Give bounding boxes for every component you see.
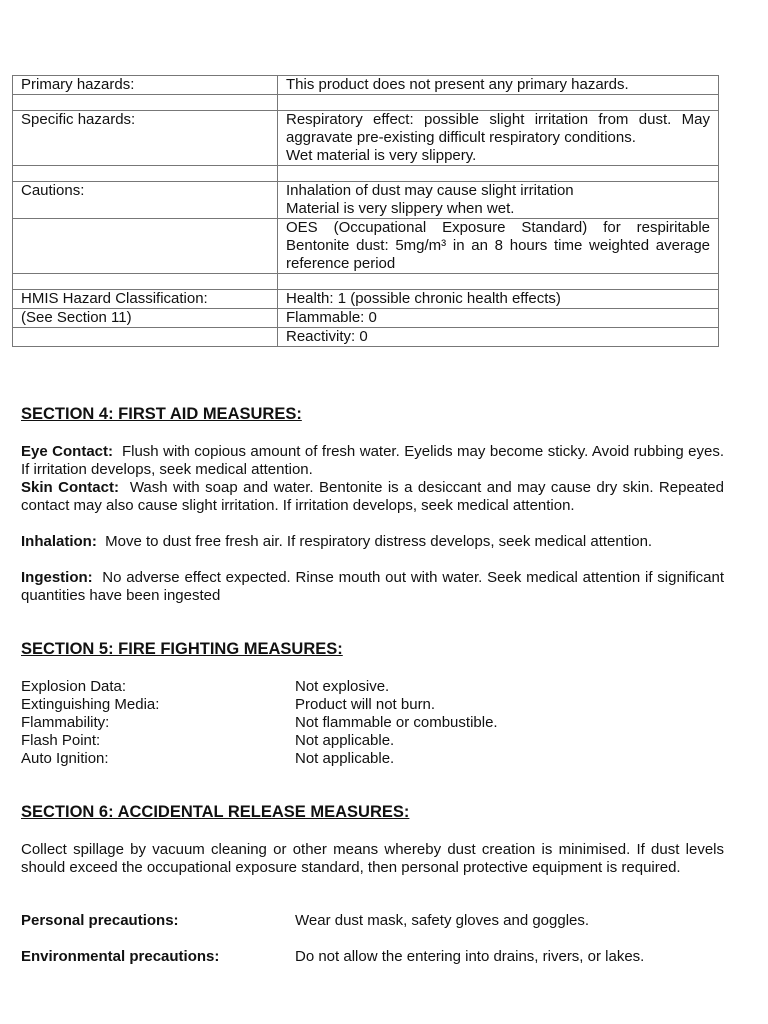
table-row (13, 166, 719, 182)
primary-hazards-value: This product does not present any primary hazards. (278, 76, 719, 95)
ingestion-paragraph (21, 569, 724, 605)
eye-contact-text: Flush with copious amount of fresh water. Eyelids may become sticky. Avoid rubbing eyes. If irritation develops, seek medical attention. (21, 443, 724, 478)
cautions-value (278, 182, 719, 219)
table-row (13, 274, 719, 290)
eye-contact-paragraph (21, 443, 724, 479)
table-row (13, 290, 719, 309)
cautions-text-2: Material is very slippery when wet. (286, 200, 515, 217)
inhalation-label: Inhalation: (21, 533, 97, 550)
fire-data-value: Not flammable or combustible. (295, 714, 498, 731)
table-row (13, 309, 719, 328)
section-4-title: SECTION 4: FIRST AID MEASURES: (21, 405, 302, 423)
hmis-flammable: Flammable: 0 (278, 309, 719, 328)
fire-data-label: Flash Point: (21, 732, 101, 749)
specific-hazards-text-2: Wet material is very slippery. (286, 147, 477, 164)
environmental-precautions-value: Do not allow the entering into drains, rivers, or lakes. (295, 948, 645, 965)
release-paragraph: Collect spillage by vacuum cleaning or other means whereby dust creation is minimised. If dust levels should exceed the occupational exposure standard, then personal protective equipment is required. (21, 841, 724, 876)
fire-data-label: Flammability: (21, 714, 110, 731)
table-row (13, 95, 719, 111)
inhalation-text: Move to dust free fresh air. If respiratory distress develops, seek medical attention. (105, 533, 653, 550)
ingestion-text: No adverse effect expected. Rinse mouth out with water. Seek medical attention if significant quantities have been ingested (21, 569, 725, 604)
table-row (13, 182, 719, 219)
table-row (13, 219, 719, 274)
section-5-title: SECTION 5: FIRE FIGHTING MEASURES: (21, 640, 343, 658)
cautions-text-1: Inhalation of dust may cause slight irritation (286, 182, 574, 199)
hmis-reactivity: Reactivity: 0 (278, 328, 719, 347)
skin-contact-paragraph (21, 479, 724, 515)
personal-precautions-label: Personal precautions: (21, 912, 179, 929)
fire-data-value: Not explosive. (295, 678, 390, 695)
section-6-title: SECTION 6: ACCIDENTAL RELEASE MEASURES: (21, 803, 410, 821)
specific-hazards-label: Specific hazards: (13, 111, 278, 166)
specific-hazards-value (278, 111, 719, 166)
eye-contact-label: Eye Contact: (21, 443, 113, 460)
ingestion-label: Ingestion: (21, 569, 93, 586)
table-row (13, 111, 719, 166)
hmis-label: HMIS Hazard Classification: (13, 290, 278, 309)
fire-data-label: Extinguishing Media: (21, 696, 160, 713)
fire-data-label: Explosion Data: (21, 678, 127, 695)
personal-precautions-value: Wear dust mask, safety gloves and goggles. (295, 912, 590, 929)
inhalation-paragraph (21, 533, 724, 551)
specific-hazards-text: Respiratory effect: possible slight irritation from dust. May aggravate pre-existing difficult respiratory conditions. (286, 111, 710, 146)
table-row (13, 76, 719, 95)
table-row (13, 328, 719, 347)
skin-contact-label: Skin Contact: (21, 479, 119, 496)
environmental-precautions-label: Environmental precautions: (21, 948, 220, 965)
fire-data-value: Not applicable. (295, 750, 395, 767)
hazards-table (12, 75, 719, 347)
skin-contact-text: Wash with soap and water. Bentonite is a desiccant and may cause dry skin. Repeated contact may also cause slight irritation. If irritation develops, seek medical attention. (21, 479, 724, 514)
hmis-health: Health: 1 (possible chronic health effects) (278, 290, 719, 309)
primary-hazards-label: Primary hazards: (13, 76, 278, 95)
fire-data-label: Auto Ignition: (21, 750, 109, 767)
oes-value: OES (Occupational Exposure Standard) for respiritable Bentonite dust: 5mg/m³ in an 8 hours time weighted average reference period (278, 219, 719, 274)
fire-data-value: Not applicable. (295, 732, 395, 749)
fire-data-value: Product will not burn. (295, 696, 436, 713)
cautions-label: Cautions: (13, 182, 278, 219)
hmis-sublabel: (See Section 11) (13, 309, 278, 328)
